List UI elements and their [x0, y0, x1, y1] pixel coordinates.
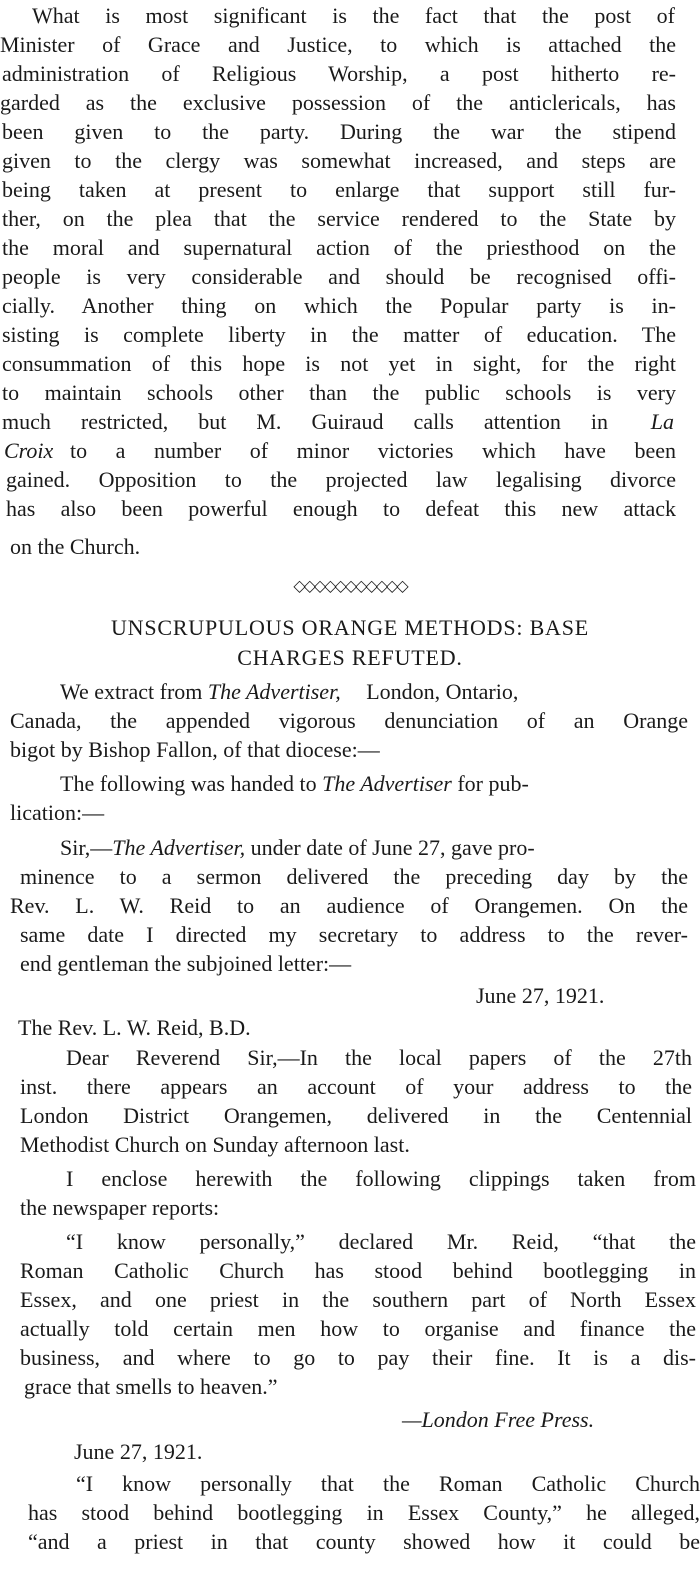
quote-line: “I know personally that the Roman Catholic Church [76, 1471, 700, 1496]
text-line: Canada, the appended vigorous denunciation of an Orange [10, 708, 688, 733]
text-line: same date I directed my secretary to address to the rever- [20, 922, 688, 947]
letter-recipient: The Rev. L. W. Reid, B.D. [18, 1015, 251, 1040]
quote-date: June 27, 1921. [74, 1439, 203, 1464]
text-line: consummation of this hope is not yet in sight, for the right [2, 351, 676, 376]
text-line: garded as the exclusive possession of the anticlericals, has [0, 90, 676, 115]
quote-line: business, and where to go to pay their fine. It is a dis- [20, 1345, 696, 1370]
text-line: What is most significant is the fact that the post of [32, 3, 675, 28]
text-line: I enclose herewith the following clippings taken from [66, 1166, 696, 1191]
text-line: minence to a sermon delivered the preceding day by the [20, 864, 688, 889]
text-line: Dear Reverend Sir,—In the local papers of the 27th [66, 1045, 692, 1070]
text-line: inst. there appears an account of your address to the [20, 1074, 692, 1099]
publication-name: The Advertiser [322, 771, 452, 796]
letter-date: June 27, 1921. [476, 983, 605, 1008]
text-line: lication:— [10, 800, 105, 825]
text-line: The following was handed to The Advertiser for pub- [60, 771, 529, 796]
text-line: cially. Another thing on which the Popular party is in- [2, 293, 676, 318]
text-line: people is very considerable and should be recognised offi- [2, 264, 676, 289]
quote-line: grace that smells to heaven.” [24, 1374, 278, 1399]
quote-line: “I know personally,” declared Mr. Reid, “that the [66, 1229, 696, 1254]
text-line: to maintain schools other than the public schools is very [2, 380, 676, 405]
text-line: end gentleman the subjoined letter:— [20, 951, 352, 976]
text-line: London District Orangemen, delivered in the Centennial [20, 1103, 692, 1128]
ornamental-divider: ◇◇◇◇◇◇◇◇◇◇◇ [293, 578, 407, 595]
text-line: Sir,—The Advertiser, under date of June 27, gave pro- [60, 835, 535, 860]
text-line: gained. Opposition to the projected law legalising divorce [6, 467, 676, 492]
quote-line: “and a priest in that county showed how it could be [28, 1529, 700, 1554]
publication-name: Croix [4, 438, 54, 463]
text-line: Methodist Church on Sunday afternoon last. [20, 1132, 410, 1157]
text-line: been given to the party. During the war the stipend [2, 119, 676, 144]
quote-source: —London Free Press. [402, 1407, 595, 1432]
text-line: ther, on the plea that the service rendered to the State by [2, 206, 676, 231]
quote-line: Essex, and one priest in the southern part of North Essex [20, 1287, 696, 1312]
text-line: Minister of Grace and Justice, to which is attached the [0, 32, 676, 57]
quote-line: Roman Catholic Church has stood behind bootlegging in [20, 1258, 696, 1283]
text-line: sisting is complete liberty in the matter of education. The [2, 322, 676, 347]
text-line: has also been powerful enough to defeat this new attack [6, 496, 676, 521]
publication-name: La [650, 409, 674, 434]
article-heading: CHARGES REFUTED. [237, 645, 463, 670]
text-line: We extract from The Advertiser, London, Ontario, [60, 679, 519, 704]
text-line: much restricted, but M. Guiraud calls attention in La [2, 409, 674, 434]
text-line: Croix to a number of minor victories which have been [4, 438, 676, 463]
quote-line: actually told certain men how to organise and finance the [20, 1316, 696, 1341]
text-line: administration of Religious Worship, a post hitherto re- [2, 61, 676, 86]
publication-name: The Advertiser, [112, 835, 246, 860]
publication-name: The Advertiser, [207, 679, 341, 704]
text-line: the newspaper reports: [20, 1195, 220, 1220]
text-line: on the Church. [10, 534, 141, 559]
text-line: being taken at present to enlarge that support still fur- [2, 177, 676, 202]
text-line: bigot by Bishop Fallon, of that diocese:— [10, 737, 380, 762]
text-line: the moral and supernatural action of the priesthood on the [2, 235, 676, 260]
quote-line: has stood behind bootlegging in Essex County,” he alleged, [28, 1500, 700, 1525]
text-line: given to the clergy was somewhat increased, and steps are [2, 148, 676, 173]
text-line: Rev. L. W. Reid to an audience of Orangemen. On the [10, 893, 688, 918]
article-heading: UNSCRUPULOUS ORANGE METHODS: BASE [110, 615, 590, 640]
